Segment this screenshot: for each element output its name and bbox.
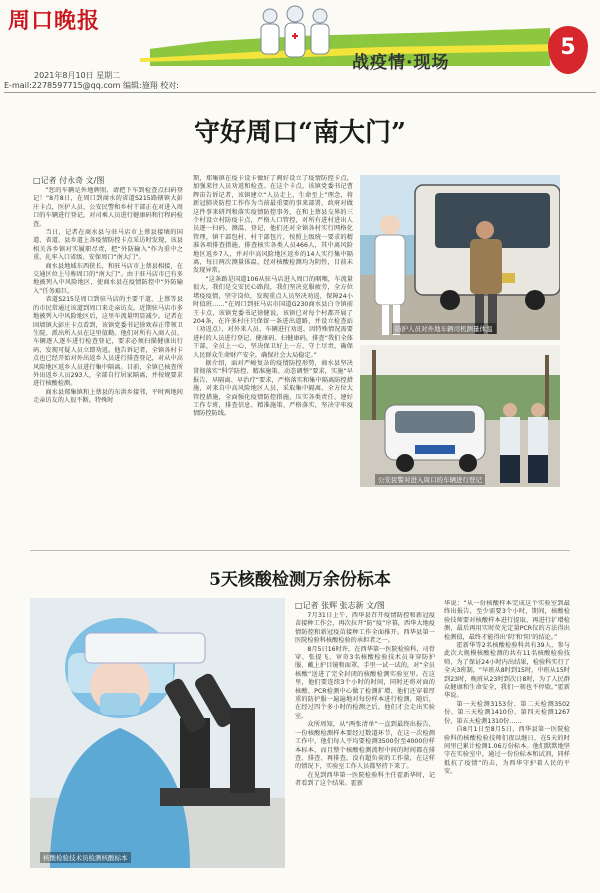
article2-column-2 (444, 600, 570, 882)
article1-headline: 守好周口“南大门” (194, 118, 406, 148)
article2-headline: 5天核酸检测万余份标本 (209, 570, 391, 590)
article2-column-1 (295, 612, 435, 882)
masthead (0, 0, 600, 100)
article1-col2-paragraph: 据介绍，面对严峻复杂的疫情防控形势，商水县坚决贯彻落实“科学防控、精准施策、动态调整”要求，实施“早报告、早隔离、早治疗”要求，严格落实和集中隔离防控措施，对来自中高风险地区人员，采取集中隔离、全方位大管控措施，全面强化疫情防控措施，压实各类责任、建好工作专班，排查信息、精准施策、严格落实，坚决守牢疫情防控防线。 (193, 359, 353, 418)
issue-date: 2021年8月10日 星期二 (34, 71, 121, 80)
article1-photo-police-car (360, 345, 560, 487)
page-number-badge: 5 (548, 26, 588, 74)
article2-col2-paragraph: 霍新华等2名核酸检验科共有39人，参与此次大规模核酸检测的共有11名核酸检验技师，为了保证24小时内出结果，检验科实行了全天3班制，“早班从8时到15时，中班从15时到23时，晚班从23时到次日8时，为了人民群众健康和生命安全，我们一刻也不停歇。”霍新华说。 (444, 642, 570, 700)
medical-workers-illustration-icon (250, 4, 340, 62)
article1-col2-paragraph: 期，郑集镇在疫卡设卡做好了阀好设立了疫情防控卡点，加强来往人员劝返和检查。在这个卡点，该镇党委书记曹辉宙告诉记者，该镇建立“人员走上，生命至上”理念，将新冠肺炎防控工作作为当前最重要的事来部署、政府对做这件事来研判和落实疫情防控事务，在和上蔡县交界的三个村设立村防疫卡点，严格人口管控，对所有进村进出人员逐一扫码、测温、登记，他们还对全镇各村实行网格化管理，镇干部包村、村干部包片，按照上级统一要求的精准各项排查措施，排查核实各类人员466人，其中离风险地区返乡7人，并对中高风险地区返乡的14人实行集中隔离，每日两次测量体温，经对核酸检测均为阴性，目前未发现异常。 (193, 175, 353, 275)
bus-checkpoint-scene-icon (360, 175, 560, 340)
contact-line: E-mail:2278597715@qq.com 编辑:施翔 校对: (4, 81, 179, 90)
article1-column-2 (193, 175, 353, 517)
article1-col2-paragraph: “这条路是国道106从驻马店进入周口的咽喉，车流量很大，我们是交安民心路段，我们坚决克服疲劳，全方位堵疫疫情，坚守岗位，发现重点人员坚决劝返，保障24小时值班……”在周口到驻马店市国道G230商水县白寺镇前王卡点，该镇党委书记徐健说，该镇已对每个村都开展了204条，在许多村庄只保留一条进出道路，并设立检查站（劝返点），对外来人员、车辆进行劝返、因特殊情况需要进村的人员进行登记、健康码、扫健康码，排查“我们全体干部，全员上一心，坚决保卫好上一方，守土尽责，确保人民群众生命财产安全，确保社会大局稳定。” (193, 275, 353, 359)
article2-col2-paragraph: 华说：“从一份核酸样本完成这个实验室到最终出报告，至少需要3个小时，期间，核酸检验技师要对核酸样本进行提取、再进行扩增检测，最后再用实时荧光定量PCR仪的方法得出检测值，最终才能得出‘阴’和‘阳’的结论。” (444, 600, 570, 641)
article2-col1-paragraph: 在见到西华第一医院检验科主任霍新华时，记者看到了这个结果。霍新 (295, 771, 435, 788)
article1-photo2-caption: 公安民警对进入周口的车辆进行登记 (375, 474, 485, 485)
article2-byline: □记者 张辉 张志新 文/图 (295, 601, 385, 610)
article1-col1-paragraph: 商水县地域东西狭长，和驻马店市上蔡县相接，在交通区位上号称周口的“南大门”。由于驻马店市已有多地被列入中风险地区，使商水县在疫情防控中“外防输入”任务艰巨。 (33, 262, 183, 295)
article1-photo-bus-checkpoint (360, 175, 560, 340)
article2-col1-paragraph: 众所周知，从“两张清单”一直到最终出报告，一份核酸检测样本要经过数道环节，在这一次检测工作中，他们每人平均要检测3500份至4000份样本标本，而且整个核酸检测流程中间的时间都在排查、排查、再排查，没有超负荷的工作量，在这样的情况下，实验室工作人员都坚持下来了。 (295, 721, 435, 771)
article2-photo-lab-technician (30, 598, 285, 868)
police-car-scene-icon (360, 345, 560, 487)
article2-photo-caption: 核酸检验技术员检测核酸标本 (40, 852, 131, 863)
article1-col1-paragraph: 当日，记者在商水县与驻马店市上蔡县接壤的国道、省道、县乡道上各疫情防控卡点采访时发现，该县相关各乡镇对实履职尽责，把“外防输入”作为重中之重，扎牢入口省级、安保周口“南大门”。 (33, 229, 183, 262)
article2-col2-paragraph: 自8月1日至8月5日，西华县第一医院检验科的核酸检验技师们夜以继日，在5天的时间里已累计检测1.06万份标本。他们默默地坚守在实验室中，通过一份份标本和试剂，同样抵抗了疫情”的击，为西华守护着人民的平安。 (444, 726, 570, 776)
masthead-rule (4, 92, 596, 93)
article1-column-1 (33, 187, 183, 517)
article1-col1-paragraph: 商水县郑集镇和上蔡县的东洪乡接邻，平时两地间走亲访友的人很不断。特殊时 (33, 388, 183, 405)
article2-col1-paragraph: 7月31日上午，西华县召开疫情防控和新冠疫苗接种工作会，再次拉开“防”疫”序幕，西华大地疫情防控和新冠疫苗接种工作全面推开。西华县第一医院检验科核酸检验的承担者之一。 (295, 612, 435, 645)
article1-photo1-caption: 防护人员对外地车辆司机测量体温 (392, 323, 496, 334)
article1-col1-paragraph: “您的车辆是外地牌照，请把下车到检查点扫码登记！”8月8日，在周口到商水的省道S215路辖镇大彭庄卡点，医护人员、公安民警和乡村干部正在对进入周口的车辆进行登记，对司乘人员进行健康码和行程码检查。 (33, 187, 183, 228)
article-divider (30, 550, 570, 551)
article2-col2-paragraph: 第一天检测3153份、第二天检测3502份、第三天检测1410份、第四天检测1267份、第五天检测1310份…… (444, 700, 570, 725)
lab-technician-microscope-icon (30, 598, 285, 868)
newspaper-logo: 周口晚报 (8, 8, 101, 34)
article1-byline: □记者 付永奇 文/图 (33, 176, 105, 185)
article1-col1-paragraph: 省道S215是周口到驻马店的主要干道，上蔡等县的市民常通过该道到周口来走亲访友。近期驻马店市多地被列入中风险地区后，这里车流量明显减少。记者在固墙镇大彭庄卡点看到，该镇党委书记徐欢春正带领卫生院、派出所人员在这里值勤。他们对所有入商人员、车辆逐人逐车进行检查登记，要求必须扫描健康出行码，发现可疑人员立即劝返。他告诉记者，全镇各村卡点也已经开始对外出返乡人员进行排查登记，对从中高风险地区返乡人员进行集中隔离。目前，全镇已核查所外出返乡人员293人，全部自行居家隔离，并按规要求进行核酸检测。 (33, 296, 183, 388)
article2-col1-paragraph: 8月5日16时许，在西华第一医院检验科，司骨穿、张提飞、审奇3名核酸检验技术员身穿防护服、戴上护目镜和面罩，手里一试一试的，对“全员核酸”送进了完全封闭的核酸检测实验室里。在这里，他们要连续3个小时的时间，同时还将对面的核酸、PCR检测中心做了检测扩增、他们还穿着厚重的防护服一遍遍地对每份样本进行检测，随后，在经过四个多小时的检测之后，他们才会走出实验室。 (295, 645, 435, 720)
section-title: 战疫情·现场 (352, 53, 450, 73)
